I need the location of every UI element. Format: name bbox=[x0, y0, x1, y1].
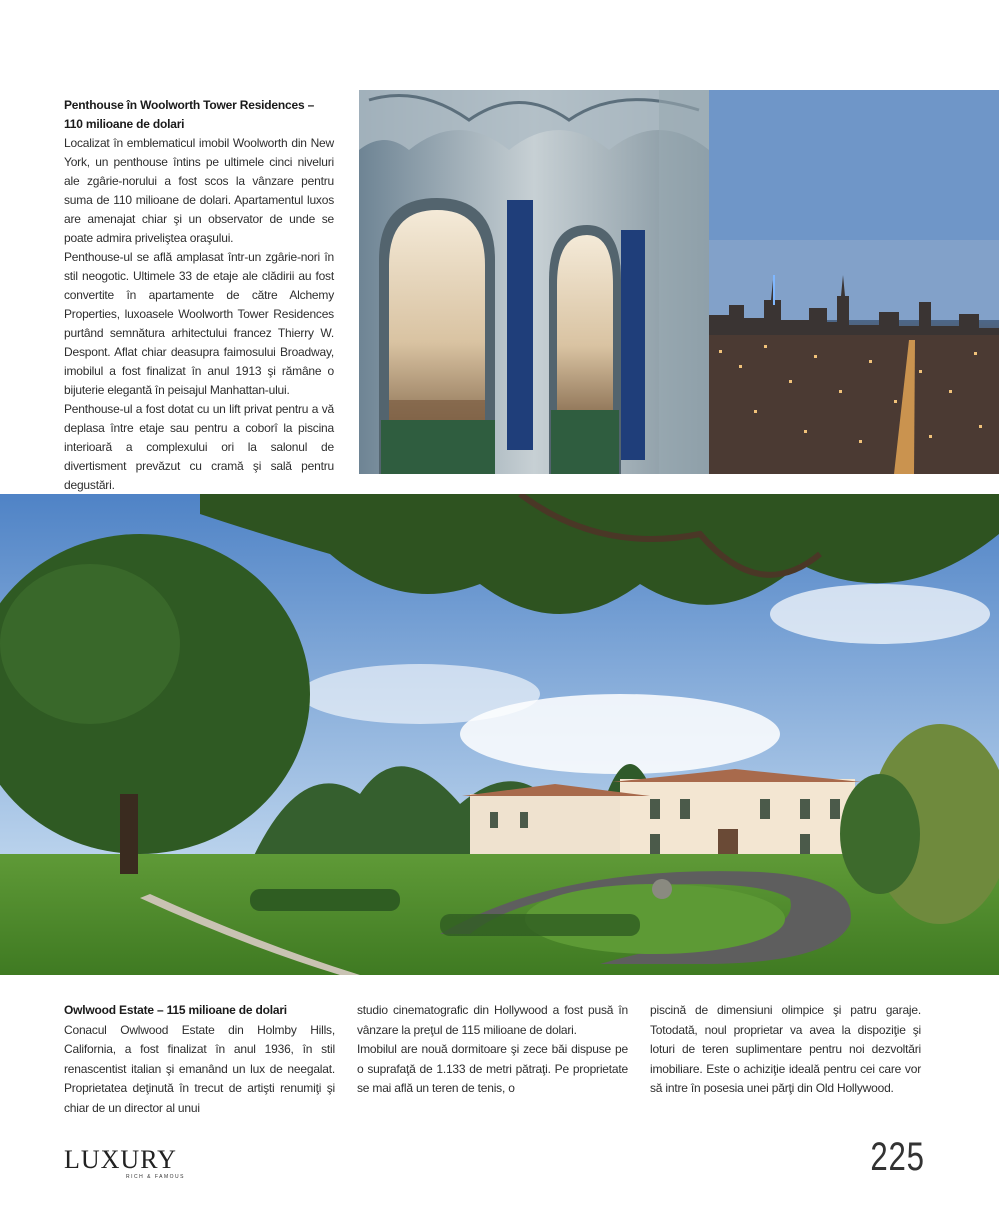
article-owlwood-column-1 bbox=[64, 1001, 335, 1118]
owlwood-estate-photo bbox=[0, 494, 999, 975]
article-woolworth-paragraph-1: Localizat în emblematicul imobil Woolworth din New York, un penthouse întins pe ultimele cinci niveluri ale zgârie-norului a fost scos la vânzare pentru suma de 110 milioane de dolari. Apartamentul luxos are amenajat chiar şi un observator de unde se poate admira priveliştea oraşului. bbox=[64, 136, 334, 245]
article-owlwood-paragraph-2: studio cinematografic din Hollywood a fost pusă în vânzare la preţul de 115 milioane de dolari. bbox=[357, 1003, 628, 1037]
article-owlwood-column-3 bbox=[650, 1001, 921, 1099]
woolworth-tower-photo bbox=[359, 90, 709, 474]
article-owlwood-column-2 bbox=[357, 1001, 628, 1099]
article-owlwood-paragraph-4: piscină de dimensiuni olimpice şi patru garaje. Totodată, noul proprietar va avea la dispoziţie şi loturi de teren suplimentare pentru noi dezvoltări imobiliare. Este o achiziţie ideală pentru cei care vor să intre în posesia unei părţi din Old Hollywood. bbox=[650, 1003, 921, 1095]
article-woolworth-paragraph-3: Penthouse-ul a fost dotat cu un lift privat pentru a vă deplasa între etaje sau pentru a coborî la piscina interioară a complexului ori la salonul de divertisment prevăzut cu cramă şi sală pentru degustări. bbox=[64, 402, 334, 492]
page-number: 225 bbox=[870, 1135, 925, 1179]
article-owlwood-paragraph-1: Conacul Owlwood Estate din Holmby Hills, California, a fost finalizat în anul 1936, în stil renascentist italian şi emanând un lux de neegalat. Proprietatea deţinută în trecut de artişti renumiţi şi chiar de un director al unui bbox=[64, 1022, 335, 1115]
article-woolworth-paragraph-2: Penthouse-ul se află amplasat într-un zgârie-nori în stil neogotic. Ultimele 33 de etaje ale clădirii au fost convertite în apartamente de către Alchemy Properties, luxoasele Woolworth Tower Residences purtând semnătura arhitectului francez Thierry W. Despont. Aflat chiar deasupra faimosului Broadway, imobilul a fost finalizat în anul 1913 şi rămâne o bijuterie elegantă în peisajul Manhattan-ului. bbox=[64, 250, 334, 397]
article-owlwood-title: Owlwood Estate – 115 milioane de dolari bbox=[64, 1003, 287, 1017]
luxury-logo-tagline: RICH & FAMOUS bbox=[126, 1174, 185, 1180]
article-woolworth-title: Penthouse în Woolworth Tower Residences – 110 milioane de dolari bbox=[64, 98, 315, 131]
article-woolworth bbox=[64, 96, 334, 495]
article-owlwood-paragraph-3: Imobilul are nouă dormitoare şi zece băi dispuse pe o suprafaţă de 1.133 de metri pătraţi. Pe proprietate se mai află un teren de tenis, o bbox=[357, 1042, 628, 1095]
luxury-logo bbox=[64, 1143, 194, 1183]
luxury-logo-text: LUXURY bbox=[64, 1145, 177, 1174]
manhattan-skyline-photo bbox=[709, 90, 999, 474]
